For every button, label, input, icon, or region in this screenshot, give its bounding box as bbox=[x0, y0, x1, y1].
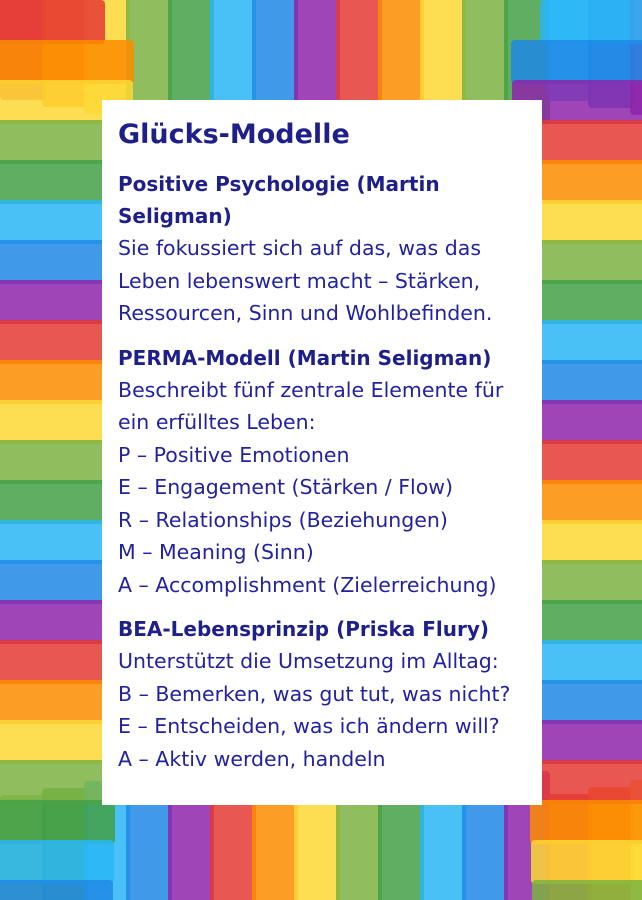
text-line: Ressourcen, Sinn und Wohlbefinden. bbox=[118, 301, 493, 325]
brush-stroke-left bbox=[0, 720, 117, 764]
list-item: A – Accomplishment (Zielerreichung) bbox=[118, 572, 497, 597]
section-positive-psychology bbox=[118, 168, 538, 330]
brush-stroke-right bbox=[528, 720, 642, 764]
brush-stroke-bottom bbox=[210, 790, 256, 900]
brush-stroke-left bbox=[0, 0, 105, 44]
brush-stroke-right bbox=[525, 600, 642, 644]
brush-stroke-right bbox=[526, 640, 642, 684]
brush-stroke-bottom bbox=[378, 792, 424, 900]
section-heading: PERMA-Modell (Martin Seligman) bbox=[118, 345, 492, 370]
brush-stroke-left bbox=[0, 840, 114, 884]
text-line: Leben lebenswert macht – Stärken, bbox=[118, 268, 481, 293]
brush-stroke-top bbox=[210, 0, 256, 105]
brush-stroke-top bbox=[378, 0, 424, 103]
list-item: B – Bemerken, was gut tut, was nicht? bbox=[118, 681, 511, 706]
brush-stroke-left bbox=[0, 800, 115, 844]
brush-stroke-left bbox=[0, 880, 113, 900]
section-heading: BEA-Lebensprinzip (Priska Flury) bbox=[118, 617, 490, 641]
list-item: E – Engagement (Stärken / Flow) bbox=[118, 475, 454, 499]
brush-stroke-right bbox=[540, 0, 642, 44]
brush-stroke-right bbox=[531, 840, 642, 884]
brush-stroke-left bbox=[0, 680, 118, 724]
list-item: E – Entscheiden, was ich ändern will? bbox=[118, 714, 500, 738]
content bbox=[118, 118, 538, 787]
section-heading: Seligman) bbox=[118, 204, 232, 228]
section-perma-model bbox=[118, 342, 538, 602]
brush-stroke-right bbox=[511, 40, 642, 84]
text-line: Unterstützt die Umsetzung im Alltag: bbox=[118, 649, 499, 673]
brush-stroke-right bbox=[529, 760, 642, 804]
section-bea-principle bbox=[118, 613, 538, 775]
list-item: M – Meaning (Sinn) bbox=[118, 540, 314, 564]
page-title: Glücks-Modelle bbox=[118, 119, 350, 150]
brush-stroke-right bbox=[532, 880, 642, 900]
brush-stroke-top bbox=[252, 0, 298, 112]
brush-stroke-right bbox=[530, 800, 642, 844]
list-item: R – Relationships (Beziehungen) bbox=[118, 507, 448, 532]
text-line: Beschreibt fünf zentrale Elemente für bbox=[118, 377, 504, 402]
brush-stroke-left bbox=[0, 40, 134, 84]
section-heading: Positive Psychologie (Martin bbox=[118, 172, 440, 196]
brush-stroke-right bbox=[527, 680, 642, 724]
brush-stroke-left bbox=[0, 760, 116, 804]
list-item: A – Aktiv werden, handeln bbox=[118, 746, 386, 771]
text-line: Sie fokussiert sich auf das, was das bbox=[118, 236, 481, 260]
list-item: P – Positive Emotionen bbox=[118, 442, 350, 467]
brush-stroke-top bbox=[420, 0, 466, 110]
text-line: ein erfülltes Leben: bbox=[118, 410, 316, 434]
